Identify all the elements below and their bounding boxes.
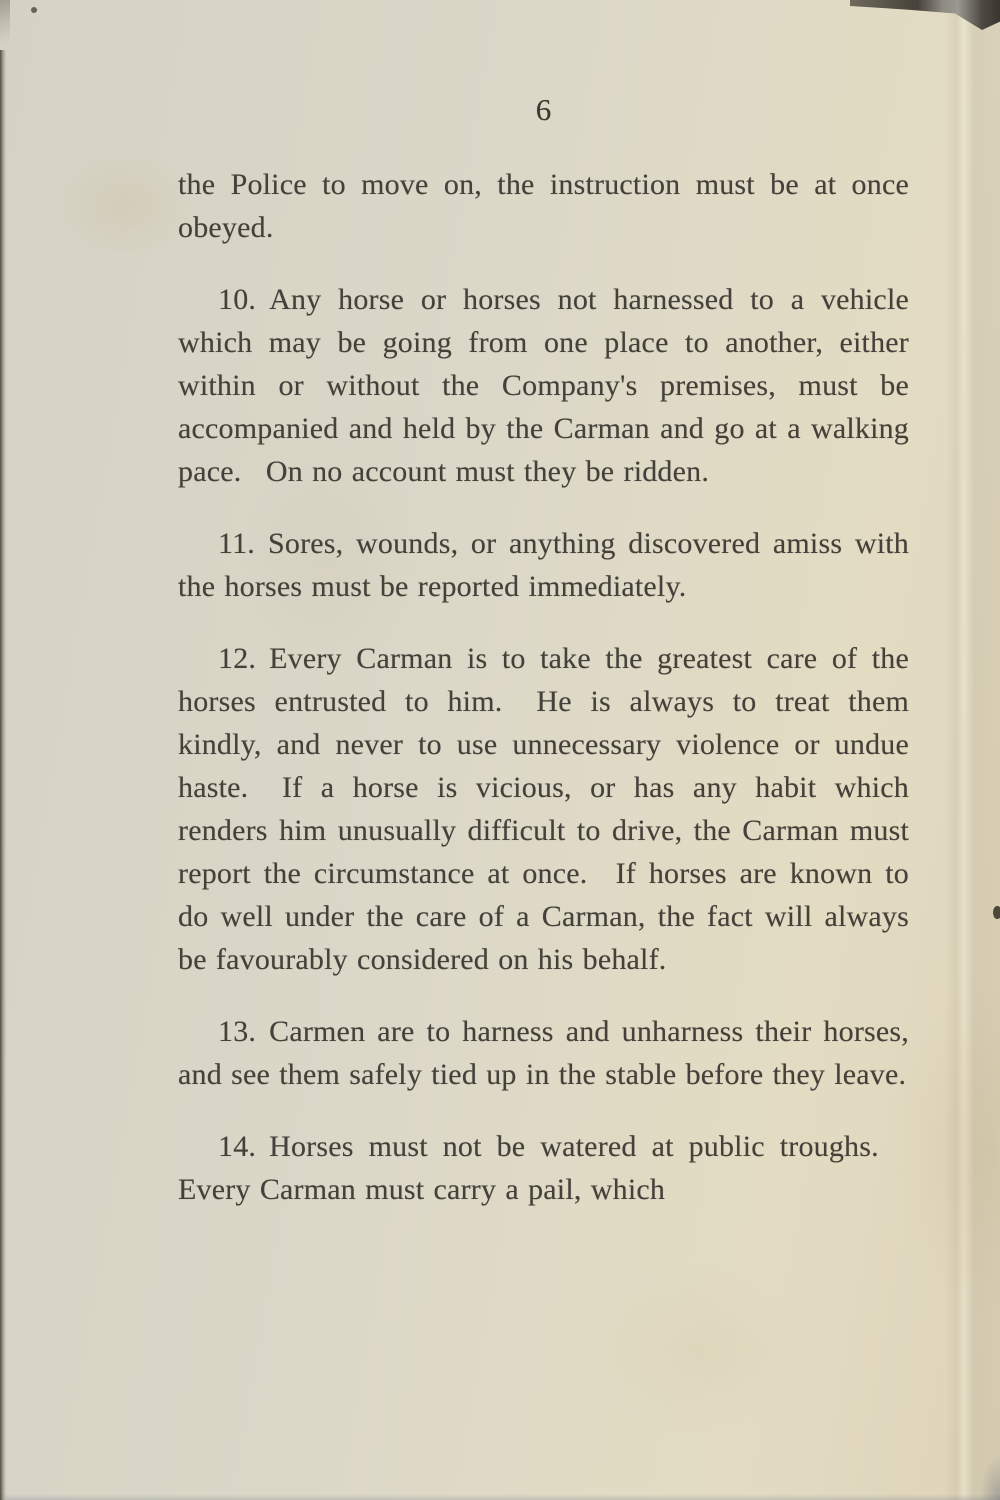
paper-speck: [993, 906, 1000, 919]
page-number: 6: [535, 92, 552, 127]
paragraph-text: Sores, wounds, or anything discovered amiss with the horses must be reported immediately.: [178, 527, 909, 603]
rule-number: 12.: [218, 642, 257, 675]
rule-paragraph-13: [178, 1010, 909, 1096]
paragraph-text: Carmen are to harness and unharness their horses, and see them safely tied up in the stable before they leave.: [178, 1015, 909, 1091]
paragraph-text: Horses must not be watered at public troughs. Every Carman must carry a pail, which: [178, 1130, 909, 1206]
rule-number: 10.: [218, 283, 257, 316]
book-cover-corner: [850, 0, 1000, 30]
paper-speck: [31, 7, 37, 13]
page-edge-shadow-left: [0, 50, 7, 1500]
paragraph-text: the Police to move on, the instruction must be at once obeyed.: [178, 168, 909, 244]
page-edge-shadow-left-top: [0, 0, 10, 58]
rule-paragraph-11: [178, 522, 909, 608]
rule-paragraph-10: [178, 278, 909, 493]
paper-smudge: [980, 1455, 1000, 1500]
paragraph-continuation: [178, 163, 909, 249]
rule-number: 13.: [218, 1015, 257, 1048]
rule-paragraph-14: [178, 1125, 909, 1211]
rule-paragraph-12: [178, 637, 909, 981]
paragraph-text: Every Carman is to take the greatest care of the horses entrusted to him. He is always to treat them kindly, and never to use unnecessary violence or undue haste. If a horse is vicious, or has any habit which renders him unusually difficult to drive, the Carman must report the circumstance at once. If horses are known to do well under the care of a Carman, the fact will always be favourably considered on his behalf.: [178, 642, 909, 976]
page-text: [178, 163, 909, 1240]
paragraph-text: Any horse or horses not harnessed to a vehicle which may be going from one place to another, either within or without the Company's premises, must be accompanied and held by the Carman and go at a walking pace. On no account must they be ridden.: [178, 283, 909, 488]
rule-number: 14.: [218, 1130, 257, 1163]
rule-number: 11.: [218, 527, 255, 560]
